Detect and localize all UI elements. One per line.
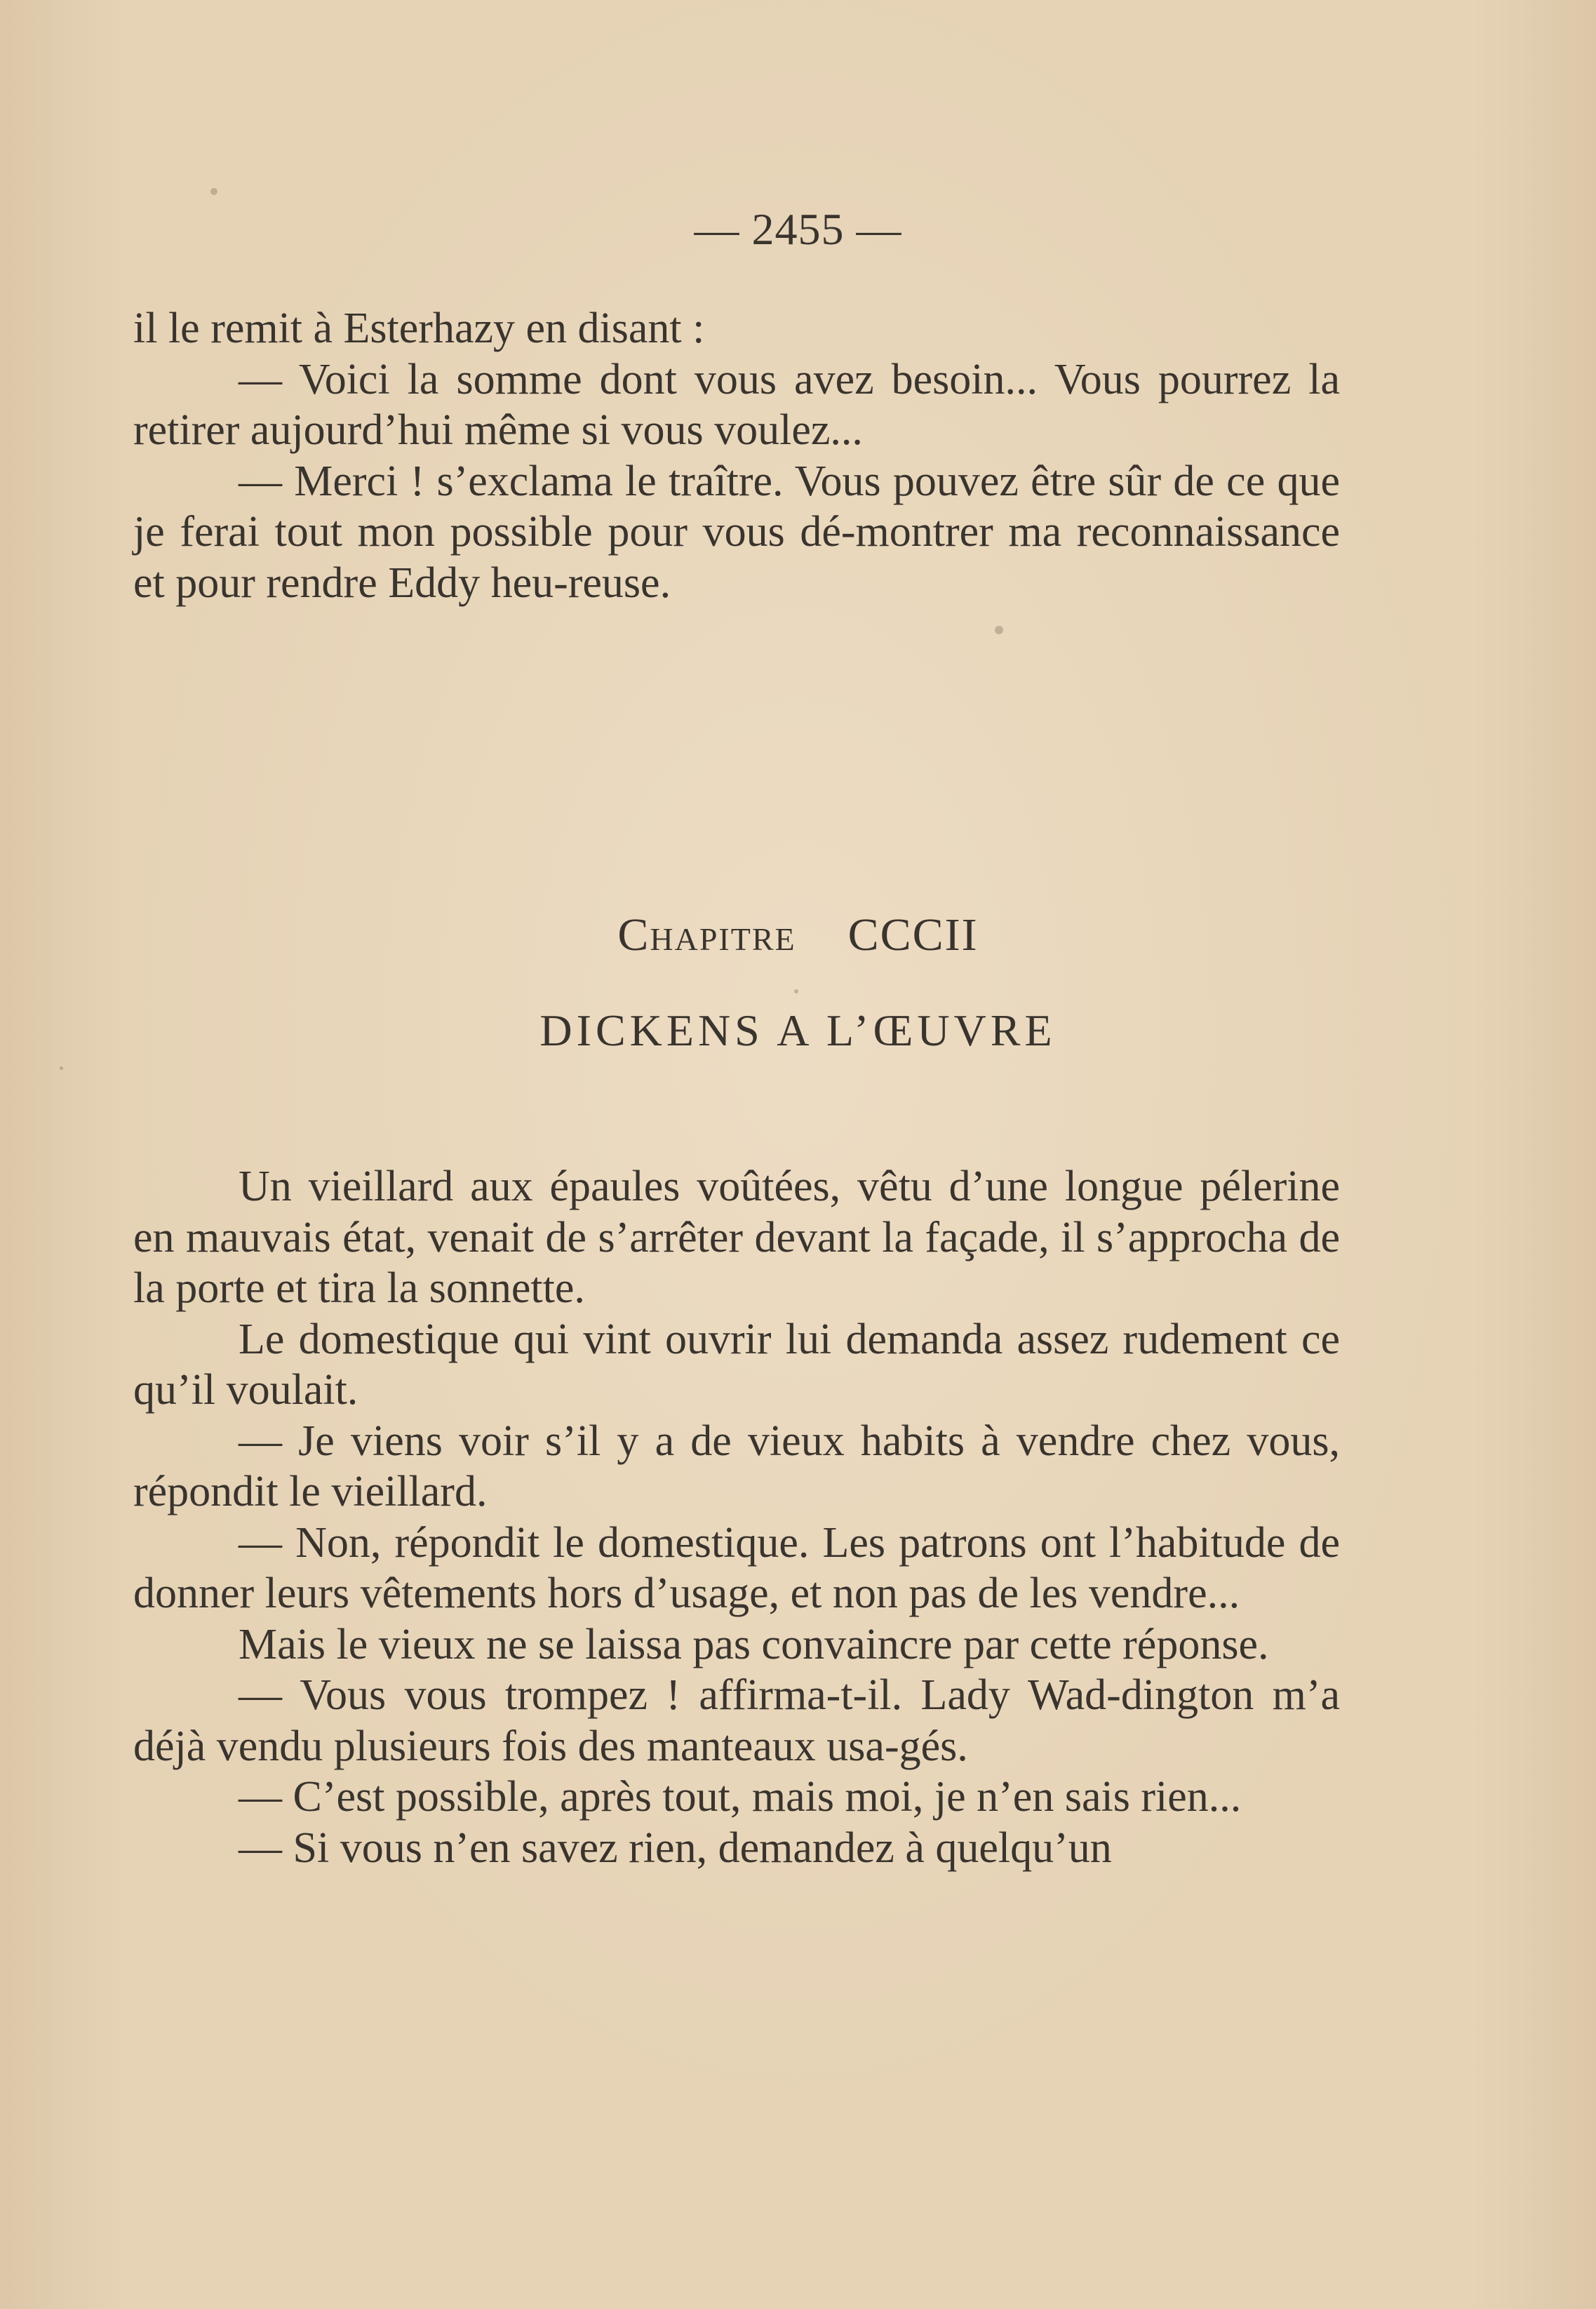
paper-speck <box>60 1066 63 1070</box>
paragraph: — C’est possible, après tout, mais moi, je n’en sais rien... <box>239 1773 1242 1821</box>
paragraph: Le domestique qui vint ouvrir lui demanda assez rudement ce qu’il voulait. <box>133 1315 1340 1414</box>
text-block-bottom <box>133 1161 1340 1873</box>
paragraph: il le remit à Esterhazy en disant : <box>133 304 705 352</box>
paragraph: — Non, répondit le domestique. Les patrons ont l’habitude de donner leurs vêtements hors d’usage, et non pas de les vendre... <box>133 1518 1340 1617</box>
paragraph: — Vous vous trompez ! affirma-t-il. Lady Wad-dington m’a déjà vendu plusieurs fois des manteaux usa-gés. <box>133 1671 1340 1770</box>
paragraph: — Merci ! s’exclama le traître. Vous pouvez être sûr de ce que je ferai tout mon possible pour vous dé-montrer ma reconnaissance et pour rendre Eddy heu-reuse. <box>133 457 1340 607</box>
paper-speck <box>794 989 798 993</box>
chapter-heading <box>0 909 1596 962</box>
chapter-number: CCCII <box>847 909 979 961</box>
chapter-label: Chapitre <box>617 909 796 961</box>
chapter-title: DICKENS A L’ŒUVRE <box>539 1005 1057 1055</box>
paragraph: Un vieillard aux épaules voûtées, vêtu d’une longue pélerine en mauvais état, venait de s’arrêter devant la façade, il s’approcha de la porte et tira la sonnette. <box>133 1163 1340 1312</box>
text-block-top <box>133 303 1340 608</box>
paragraph: Mais le vieux ne se laissa pas convaincre par cette réponse. <box>239 1620 1269 1668</box>
paper-speck <box>995 626 1003 634</box>
page-number: — 2455 — <box>694 204 902 254</box>
paragraph: — Je viens voir s’il y a de vieux habits à vendre chez vous, répondit le vieillard. <box>133 1417 1340 1515</box>
paragraph: — Voici la somme dont vous avez besoin... Vous pourrez la retirer aujourd’hui même si vous voulez... <box>133 355 1340 454</box>
paragraph: — Si vous n’en savez rien, demandez à quelqu’un <box>239 1823 1112 1872</box>
paper-speck <box>210 188 217 195</box>
